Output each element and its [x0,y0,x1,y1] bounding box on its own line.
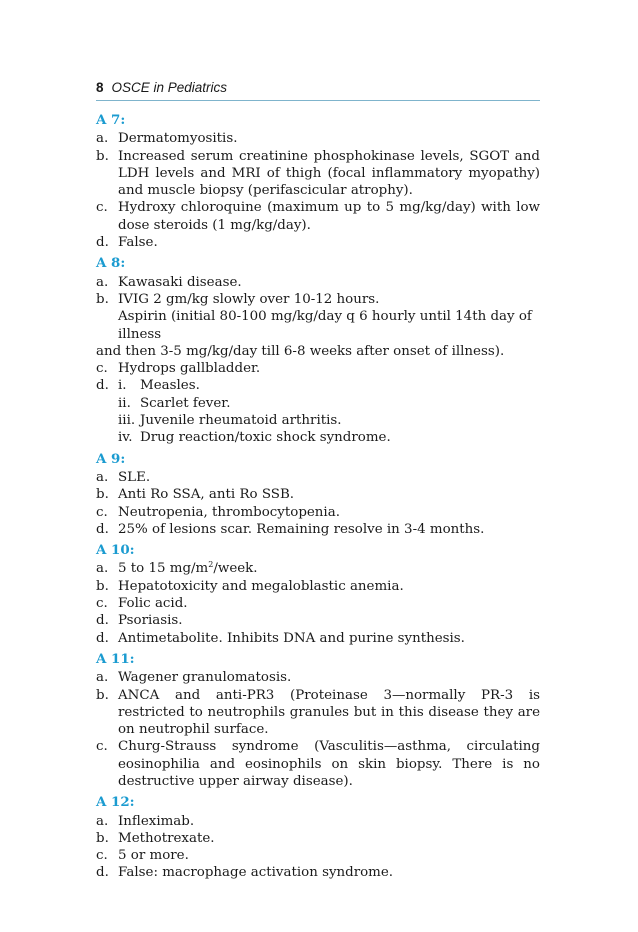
list-item: a. SLE. [96,469,151,485]
header-rule [96,100,540,101]
list-item: a. Wagener granulomatosis. [96,670,292,686]
list-item: d. False. [96,235,158,251]
list-item: d. Antimetabolite. Inhibits DNA and purine synthesis. [96,630,465,646]
section-heading-a11: A 11: [96,650,135,667]
page-number: 8 [96,80,104,95]
section-heading-a7: A 7: [96,112,126,128]
list-item: b. Increased serum creatinine phosphokinase levels, SGOT and LDH levels and MRI of thigh (focal inflammatory myopathy) and muscle biopsy (perifascicular atrophy). [96,148,540,199]
list-item: c. Folic acid. [96,596,188,612]
list-item: d. Psoriasis. [96,613,183,629]
sub-list-item: i. Measles. [118,378,200,394]
list-item: b. Methotrexate. [96,830,215,846]
list-item: b. Anti Ro SSA, anti Ro SSB. [96,487,295,503]
sub-list-item: ii. Scarlet fever. [118,395,231,411]
answers-content: A 7: a. Dermatomyositis. b. Increased serum creatinine phosphokinase levels, SGOT and LDH levels and MRI of thigh (focal inflammatory myopathy) and muscle biopsy (perifascicular atrophy). c. Hydroxy chloroquine (maximum up to 5 mg/kg/day) with low dose steroids (1 mg/kg/day). d. False. A 8: a. Kawasaki disease. b. IVIG 2 gm/kg slowly over 10-12 hours. Aspirin (initial 80-100 mg/kg/day q 6 hourly until 14th day of illness and then 3-5 mg/kg/day till 6-8 weeks after onset of illness). c. Hydrops gallbladder. d. i. Measles. ii. Scarlet fever. iii. Juvenile rheumatoid arthritis. iv. Drug reaction/toxic shock syndrome. A 9: a. SLE. b. Anti Ro SSA, anti Ro SSB. c. Neutropenia, thrombocytopenia. d. 25% of lesions scar. Remaining resolve in 3-4 months. A 10: a. 5 to 15 $mg/m^2$/week. b. Hepatotoxicity and megaloblastic anemia. c. Folic acid. d. Psoriasis. d. Antimetabolite. Inhibits DNA and purine synthesis. A 11: a. Wagener granulomatosis. b. ANCA and anti-PR3 (Proteinase 3—normally PR-3 is restricted to neutrophils granules but in this disease they are on neutrophil surface. c. Churg-Strauss syndrome (Vasculitis—asthma, circulating eosinophilia and eosinophils on skin biopsy. There is no destructive upper airway disease). A 12: a. Infleximab. b. Methotrexate. c. 5 or more. d. False: macrophage activation syndrome. [96,112,540,881]
list-item: c. Churg-Strauss syndrome (Vasculitis—asthma, circulating eosinophilia and eosinophils on skin biopsy. There is no destructive upper airway disease). [96,739,540,789]
list-item: d. False: macrophage activation syndrome. [96,865,394,881]
sub-list-item: iii. Juvenile rheumatoid arthritis. [118,413,342,429]
list-item: d. 25% of lesions scar. Remaining resolve in 3-4 months. [96,521,485,537]
running-title: OSCE in Pediatrics [111,80,228,95]
list-item: a. Kawasaki disease. [96,274,242,290]
list-item: b. ANCA and anti-PR3 (Proteinase 3—normally PR-3 is restricted to neutrophils granules but in this disease they are on neutrophil surface. [96,687,540,738]
list-item: c. 5 or more. [96,848,189,864]
section-heading-a9: A 9: [96,450,126,467]
running-header [96,80,540,96]
list-item: a. Infleximab. [96,813,195,829]
aspirin-line: Aspirin (initial 80-100 mg/kg/day q 6 hourly until 14th day of illness [118,309,532,342]
list-item: c. Neutropenia, thrombocytopenia. [96,504,340,520]
sub-list-item: iv. Drug reaction/toxic shock syndrome. [118,430,391,446]
list-item: c. Hydrops gallbladder. [96,361,261,377]
list-item: c. Hydroxy chloroquine (maximum up to 5 mg/kg/day) with low dose steroids (1 mg/kg/day). [96,200,540,233]
list-item: a. 5 to 15 $mg/m^2$/week. [96,560,258,577]
section-heading-a8: A 8: [96,255,126,272]
list-item: b. IVIG 2 gm/kg slowly over 10-12 hours. [96,291,380,307]
section-heading-a10: A 10: [96,542,135,559]
aspirin-continuation: and then 3-5 mg/kg/day till 6-8 weeks after onset of illness). [96,343,505,359]
section-heading-a12: A 12: [96,794,135,811]
list-item: b. Hepatotoxicity and megaloblastic anemia. [96,578,404,594]
list-item: a. Dermatomyositis. [96,131,238,147]
